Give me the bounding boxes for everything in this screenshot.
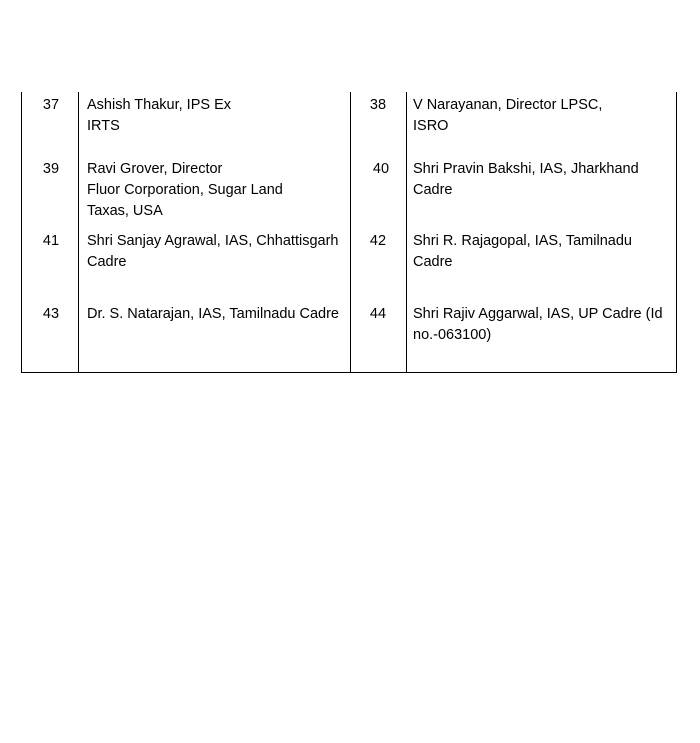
serial-number: 38 — [369, 97, 387, 113]
member-name: Ravi Grover, Director Fluor Corporation, Sugar Land Taxas, USA — [87, 161, 283, 219]
serial-number: 40 — [372, 161, 390, 177]
serial-number: 37 — [42, 97, 60, 113]
member-name: Shri R. Rajagopal, IAS, Tamilnadu Cadre — [413, 233, 632, 270]
member-name: V Narayanan, Director LPSC, ISRO — [413, 97, 603, 134]
member-name: Dr. S. Natarajan, IAS, Tamilnadu Cadre — [87, 306, 339, 322]
member-name: Ashish Thakur, IPS Ex IRTS — [87, 97, 231, 134]
member-name: Shri Pravin Bakshi, IAS, Jharkhand Cadre — [413, 161, 639, 198]
serial-number: 41 — [42, 233, 60, 249]
column-divider — [406, 92, 407, 372]
serial-number: 42 — [369, 233, 387, 249]
member-name: Shri Rajiv Aggarwal, IAS, UP Cadre (Id no.-063100) — [413, 306, 663, 343]
serial-number: 43 — [42, 306, 60, 322]
serial-number: 44 — [369, 306, 387, 322]
member-name: Shri Sanjay Agrawal, IAS, Chhattisgarh Cadre — [87, 233, 339, 270]
serial-number: 39 — [42, 161, 60, 177]
members-table — [21, 92, 677, 373]
